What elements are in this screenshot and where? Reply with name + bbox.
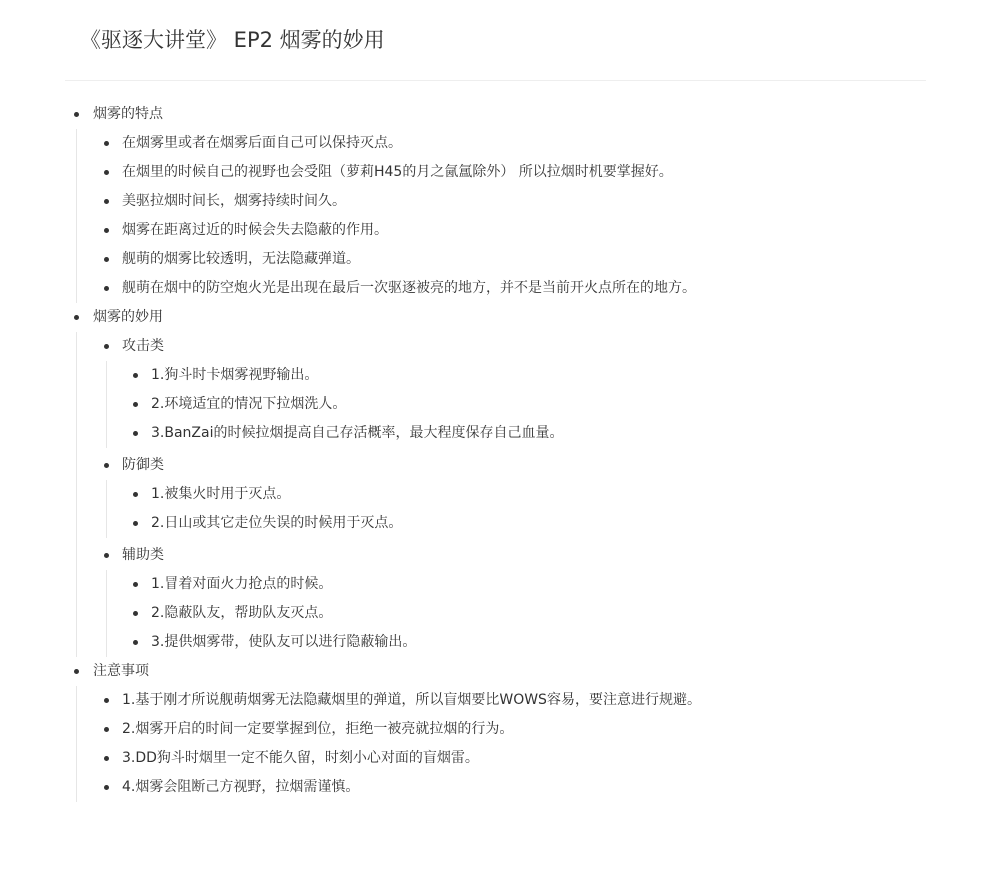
list-item: 3.BanZai的时候拉烟提高自己存活概率，最大程度保存自己血量。 [0, 419, 991, 448]
bullet-icon [104, 553, 109, 558]
subsection-heading-support: 辅助类 [0, 541, 991, 570]
section-heading-notes: 注意事项 [0, 657, 991, 686]
bullet-icon [133, 582, 138, 587]
section-items-smoke-features [0, 129, 991, 303]
list-item: 2.隐蔽队友，帮助队友灭点。 [0, 599, 991, 628]
bullet-icon [104, 463, 109, 468]
list-item: 3.DD狗斗时烟里一定不能久留，时刻小心对面的盲烟雷。 [0, 744, 991, 773]
bullet-icon [104, 756, 109, 761]
list-item: 舰萌在烟中的防空炮火光是出现在最后一次驱逐被亮的地方，并不是当前开火点所在的地方。 [0, 274, 991, 303]
list-item: 1.狗斗时卡烟雾视野输出。 [0, 361, 991, 390]
section-items-smoke-uses [0, 332, 991, 657]
bullet-icon [133, 521, 138, 526]
subsection-items-attack [0, 361, 991, 448]
section-heading-smoke-uses: 烟雾的妙用 [0, 303, 991, 332]
bullet-icon [133, 640, 138, 645]
list-item: 1.基于刚才所说舰萌烟雾无法隐藏烟里的弹道，所以盲烟要比WOWS容易，要注意进行规避。 [0, 686, 991, 715]
bullet-icon [104, 344, 109, 349]
bullet-icon [133, 492, 138, 497]
list-item: 在烟里的时候自己的视野也会受阻（萝莉H45的月之氤氲除外） 所以拉烟时机要掌握好。 [0, 158, 991, 187]
subsection-heading-defense: 防御类 [0, 451, 991, 480]
bullet-icon [104, 698, 109, 703]
subsection-items-support [0, 570, 991, 657]
list-item: 1.被集火时用于灭点。 [0, 480, 991, 509]
bullet-icon [104, 170, 109, 175]
bullet-icon [104, 257, 109, 262]
list-item: 美驱拉烟时间长，烟雾持续时间久。 [0, 187, 991, 216]
page-title: 《驱逐大讲堂》 EP2 烟雾的妙用 [80, 28, 385, 52]
bullet-icon [104, 286, 109, 291]
outline-list [0, 100, 991, 802]
bullet-icon [74, 315, 79, 320]
title-divider [65, 80, 926, 81]
bullet-icon [74, 669, 79, 674]
list-item: 3.提供烟雾带，使队友可以进行隐蔽输出。 [0, 628, 991, 657]
list-item: 2.烟雾开启的时间一定要掌握到位，拒绝一被亮就拉烟的行为。 [0, 715, 991, 744]
bullet-icon [104, 228, 109, 233]
bullet-icon [133, 402, 138, 407]
list-item: 在烟雾里或者在烟雾后面自己可以保持灭点。 [0, 129, 991, 158]
section-heading-smoke-features: 烟雾的特点 [0, 100, 991, 129]
list-item: 舰萌的烟雾比较透明，无法隐藏弹道。 [0, 245, 991, 274]
bullet-icon [104, 785, 109, 790]
bullet-icon [133, 431, 138, 436]
bullet-icon [104, 141, 109, 146]
list-item: 1.冒着对面火力抢点的时候。 [0, 570, 991, 599]
bullet-icon [104, 199, 109, 204]
bullet-icon [133, 611, 138, 616]
section-items-notes [0, 686, 991, 802]
subsection-items-defense [0, 480, 991, 538]
list-item: 2.日山或其它走位失误的时候用于灭点。 [0, 509, 991, 538]
list-item: 2.环境适宜的情况下拉烟洗人。 [0, 390, 991, 419]
bullet-icon [74, 112, 79, 117]
subsection-heading-attack: 攻击类 [0, 332, 991, 361]
list-item: 烟雾在距离过近的时候会失去隐蔽的作用。 [0, 216, 991, 245]
bullet-icon [133, 373, 138, 378]
list-item: 4.烟雾会阻断己方视野，拉烟需谨慎。 [0, 773, 991, 802]
bullet-icon [104, 727, 109, 732]
